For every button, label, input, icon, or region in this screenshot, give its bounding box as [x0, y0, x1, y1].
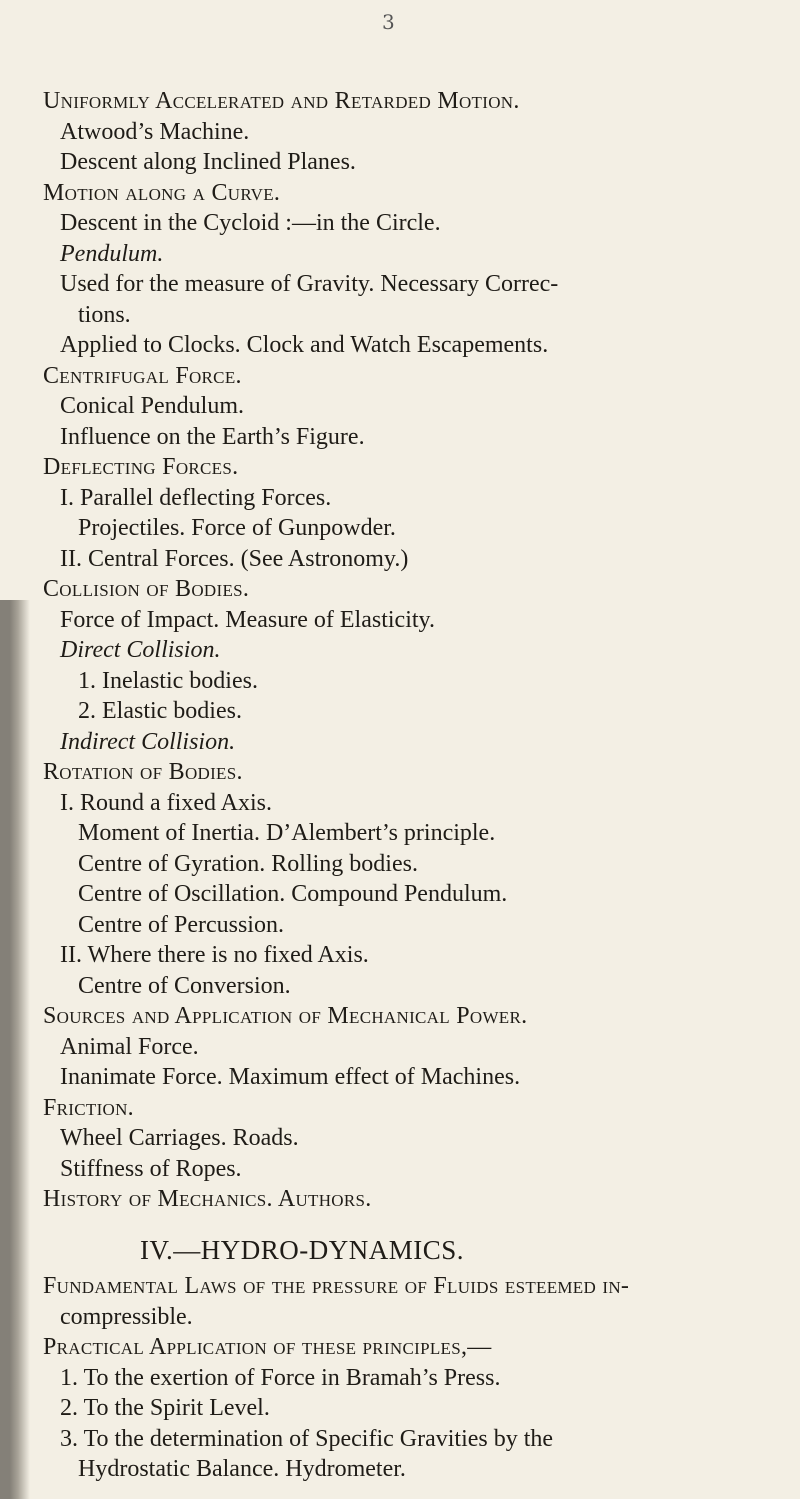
outline-line: Inanimate Force. Maximum effect of Machines.: [60, 1064, 521, 1090]
page-content: [0, 86, 800, 1485]
outline-line: Collision of Bodies.: [43, 576, 250, 602]
outline-line: Used for the measure of Gravity. Necessary Correc-: [60, 271, 559, 297]
outline-line: 2. To the Spirit Level.: [60, 1395, 270, 1421]
outline-line: Stiffness of Ropes.: [60, 1155, 242, 1182]
outline-line: Atwood’s Machine.: [60, 118, 250, 145]
outline-line: tions.: [78, 301, 131, 328]
outline-line: 1. To the exertion of Force in Bramah’s Press.: [60, 1364, 501, 1391]
outline-line: 2. Elastic bodies.: [78, 698, 242, 724]
outline-line: Animal Force.: [60, 1033, 199, 1060]
outline-line: Force of Impact. Measure of Elasticity.: [60, 606, 435, 633]
outline-line: Centre of Conversion.: [78, 972, 291, 999]
outline-line: Centre of Percussion.: [78, 911, 284, 938]
outline-line: Centrifugal Force.: [43, 362, 242, 389]
outline-line: I. Round a fixed Axis.: [60, 789, 272, 816]
outline-line: II. Where there is no fixed Axis.: [60, 942, 369, 968]
outline-line: Deflecting Forces.: [43, 454, 239, 480]
outline-line: Direct Collision.: [60, 637, 221, 663]
mechanics-outline: [0, 86, 800, 1215]
outline-line: Practical Application of these principles,—: [43, 1334, 492, 1360]
outline-line: 3. To the determination of Specific Gravities by the: [60, 1425, 554, 1452]
outline-line: Centre of Gyration. Rolling bodies.: [78, 850, 418, 877]
outline-line: Friction.: [43, 1094, 134, 1121]
outline-line: II. Central Forces. (See Astronomy.): [60, 545, 409, 572]
outline-line: Wheel Carriages. Roads.: [60, 1125, 299, 1151]
outline-line: compressible.: [60, 1303, 193, 1330]
outline-line: I. Parallel deflecting Forces.: [60, 484, 332, 511]
outline-line: Descent along Inclined Planes.: [60, 149, 356, 175]
outline-line: 1. Inelastic bodies.: [78, 667, 258, 694]
outline-line: History of Mechanics. Authors.: [43, 1186, 372, 1212]
outline-line: Fundamental Laws of the pressure of Fluids esteemed in-: [43, 1273, 630, 1299]
outline-line: Conical Pendulum.: [60, 393, 244, 419]
outline-line: Hydrostatic Balance. Hydrometer.: [78, 1456, 406, 1482]
outline-line: Sources and Application of Mechanical Power.: [43, 1003, 528, 1029]
section-heading: IV.—HYDRO-DYNAMICS.: [140, 1234, 465, 1265]
outline-line: Motion along a Curve.: [43, 179, 281, 206]
outline-line: Moment of Inertia. D’Alembert’s principle.: [78, 820, 496, 846]
hydrodynamics-outline: [0, 1271, 800, 1485]
outline-line: Projectiles. Force of Gunpowder.: [78, 515, 396, 541]
outline-line: Applied to Clocks. Clock and Watch Escapements.: [60, 332, 549, 358]
outline-line: Descent in the Cycloid :—in the Circle.: [60, 210, 441, 236]
outline-line: Centre of Oscillation. Compound Pendulum.: [78, 881, 508, 907]
outline-line: Uniformly Accelerated and Retarded Motion.: [43, 88, 520, 114]
outline-line: Indirect Collision.: [60, 728, 236, 755]
outline-line: Pendulum.: [60, 240, 164, 267]
page-number: 3: [382, 10, 395, 34]
outline-line: Rotation of Bodies.: [43, 759, 243, 785]
outline-line: Influence on the Earth’s Figure.: [60, 423, 365, 450]
